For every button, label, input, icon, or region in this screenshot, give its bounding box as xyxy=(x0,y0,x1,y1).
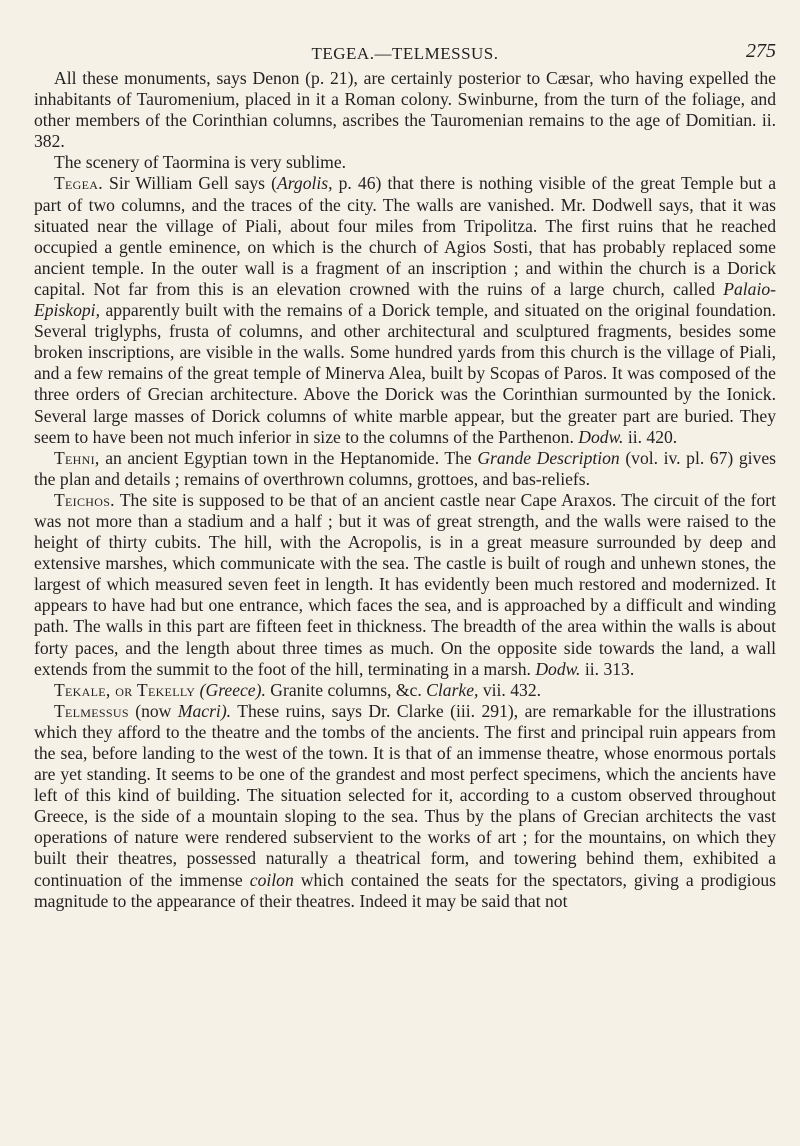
text-run: vii. 432. xyxy=(478,679,542,700)
paragraph-teichos xyxy=(34,490,776,680)
italic-text: Dodw. xyxy=(535,658,581,679)
entry-heading: Teichos. xyxy=(54,489,115,510)
text-run: ii. 313. xyxy=(580,658,635,679)
italic-text: Dodw. xyxy=(578,426,624,447)
italic-text: Argolis, xyxy=(276,173,333,194)
text-run: Sir William Gell says ( xyxy=(102,173,277,194)
text-run: p. 46) that there is nothing visible of the great Temple but a part of two columns, and the traces of the city. The walls are vanished. Mr. Dodwell says, that it was situated near the village of Piali, about four miles from Tripolitza. The first ruins that he reached occupied a gentle eminence, on which is the church of Agios Sosti, that has probably replaced some ancient temple. In the outer wall is a fragment of an inscription ; and within the church is a Dorick capital. Not far from this is an elevation crowned with the ruins of a large church, called xyxy=(34,173,776,299)
text-run: which contained the seats for the spectators, giving a prodigious magnitude to the appearance of their theatres. Indeed it may be said that not xyxy=(34,869,777,911)
entry-heading: Tehni, xyxy=(54,447,100,468)
text-run: All these monuments, says Denon (p. 21), are certainly posterior to Cæsar, who having expelled the inhabitants of Tauromenium, placed in it a Roman colony. Swinburne, from the turn of the foliage, and other members of the Corinthian columns, ascribes the Tauromenian remains to the age of Domitian. ii. 382. xyxy=(34,68,776,152)
text-run: (vol. iv. pl. 67) gives the plan and details ; remains of overthrown columns, grottoes, and bas-reliefs. xyxy=(34,447,776,489)
entry-heading: Telmessus xyxy=(54,700,129,721)
italic-text: Macri). xyxy=(177,700,232,721)
entry-heading: Tegea. xyxy=(54,173,103,194)
paragraph-telmessus xyxy=(34,701,776,912)
italic-text: Palaio-Episkopi, xyxy=(34,278,776,321)
page-number: 275 xyxy=(746,40,776,62)
italic-text: coilon xyxy=(249,869,294,890)
italic-text: Clarke, xyxy=(426,679,479,700)
text-run: Granite columns, &c. xyxy=(265,679,427,700)
book-page xyxy=(34,0,776,1146)
paragraph-taormina xyxy=(34,152,776,173)
paragraph-tegea xyxy=(34,173,776,447)
page-header xyxy=(34,0,776,68)
text-run: The scenery of Taormina is very sublime. xyxy=(54,152,347,173)
text-run: ii. 420. xyxy=(623,426,678,447)
italic-text: (Greece). xyxy=(199,679,266,700)
text-run: (now xyxy=(128,700,178,721)
text-run: These ruins, says Dr. Clarke (iii. 291), are remarkable for the illustrations which they afford to the theatre and the tombs of the ancients. The first and principal ruin appears from the sea, before landing to the west of the town. It is that of an immense theatre, whose enormous portals are yet standing. It seems to be one of the grandest and most perfect specimens, which the ancients have left of this kind of building. The situation selected for it, according to a custom observed throughout Greece, is the side of a mountain sloping to the sea. Thus by the plans of Grecian architects the vast operations of nature were rendered subservient to the works of art ; for the mountains, on which they built their theatres, possessed naturally a theatrical form, and towering behind them, exhibited a continuation of the immense xyxy=(34,700,776,890)
text-run: The site is supposed to be that of an ancient castle near Cape Araxos. The circuit of the fort was not more than a stadium and a half ; but it was of great strength, and the walls were raised to the height of thirty cubits. The hill, with the Acropolis, is in a great measure surrounded by deep and extensive marshes, which communicate with the sea. The castle is built of rough and unhewn stones, the largest of which measured seven feet in length. It has evidently been much restored and modernized. It appears to have had but one entrance, which faces the sea, and is approached by a difficult and winding path. The walls in this part are fifteen feet in thickness. The breadth of the area within the walls is about forty paces, and the length about three times as much. On the opposite side towards the land, a wall extends from the summit to the foot of the hill, terminating in a marsh. xyxy=(34,489,776,679)
entry-heading: Tekale, or Tekelly xyxy=(54,679,196,700)
paragraph-tekale xyxy=(34,680,776,701)
italic-text: Grande Description xyxy=(477,447,620,468)
running-head: TEGEA.—TELMESSUS. xyxy=(311,44,499,63)
text-run: an ancient Egyptian town in the Heptanomide. The xyxy=(99,447,478,468)
body-text xyxy=(34,68,776,912)
text-run: apparently built with the remains of a Dorick temple, and situated on the original foundation. Several triglyphs, frusta of columns, and other architectural and sculptured fragments, besides some broken inscriptions, are visible in the walls. Some hundred yards from this church is the village of Piali, and a few remains of the great temple of Minerva Alea, built by Scopas of Paros. It was composed of the three orders of Grecian architecture. Above the Dorick was the Corinthian surmounted by the Ionick. Several large masses of Dorick columns of white marble appear, but the greater part are buried. They seem to have been not much inferior in size to the columns of the Parthenon. xyxy=(34,300,776,447)
paragraph-tehni xyxy=(34,448,776,490)
paragraph-denon xyxy=(34,68,776,152)
